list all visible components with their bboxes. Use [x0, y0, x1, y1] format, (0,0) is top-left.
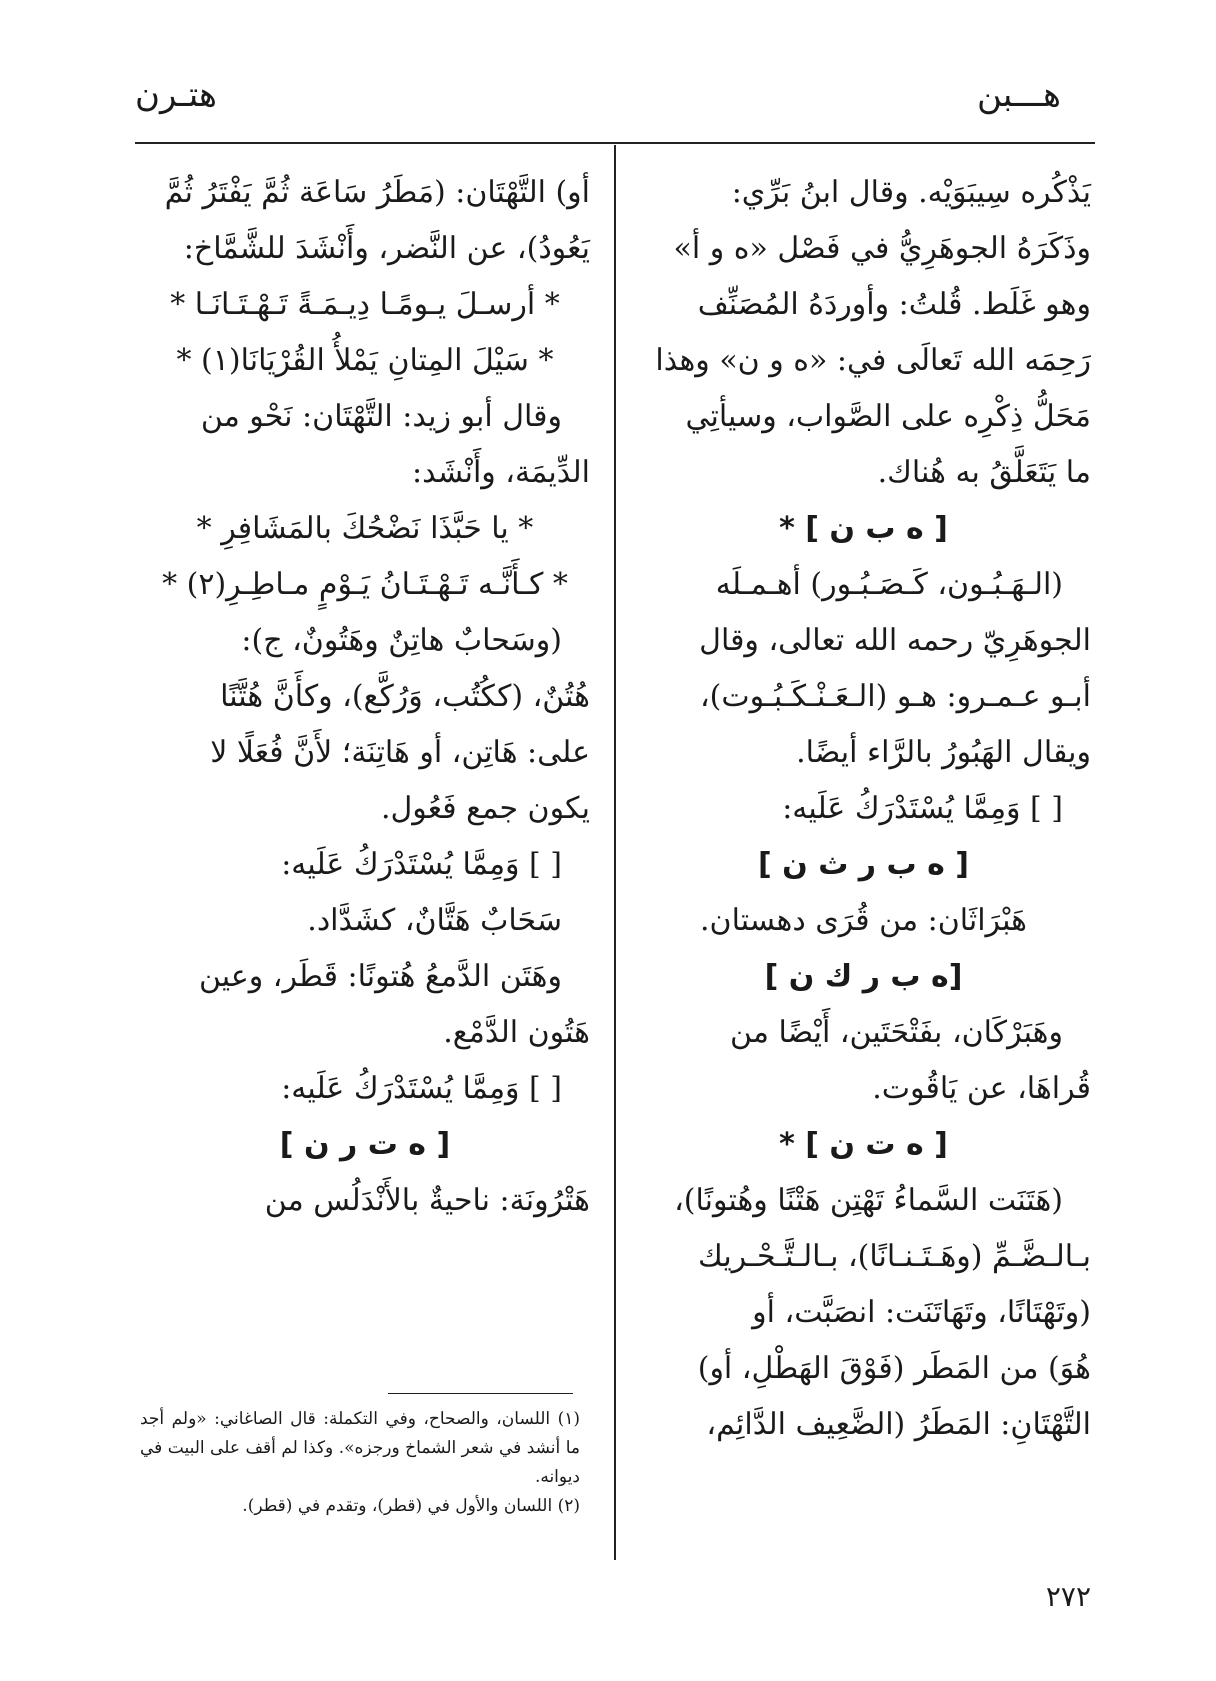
entry-heading: [ ه ت ن ] *: [779, 1127, 948, 1162]
text-line: (هَتَنَت السَّماءُ تَهْتِن هَتْنًا وهُتونًا)،: [674, 1183, 1063, 1218]
text-line: هُوَ) من المَطَر (فَوْقَ الهَطْلِ، أو): [697, 1351, 1091, 1386]
text-line: (وتَهْتَانًا، وتَهَاتَنَت: انصَبَّت، أو: [752, 1295, 1091, 1330]
text-line: قُراهَا، عن يَاقُوت.: [872, 1071, 1091, 1106]
footnote: (١) اللسان، والصحاح، وفي التكملة: قال الصاغاني: «ولم أجد ما أنشد في شعر الشماخ ورجزه». وكذا لم أقف على البيت في ديوانه.: [140, 1409, 580, 1487]
footnote-rule: [388, 1393, 573, 1394]
text-line: التَّهْتَانِ: المَطَرُ (الضَّعِيف الدَّائِم،: [706, 1407, 1091, 1442]
running-header-right: هـــبن: [977, 75, 1061, 115]
text-line: يَعُودُ)، عن النَّضر، وأَنْشَدَ للشَّمَّاخ:: [183, 231, 590, 266]
text-line: أبـو عـمـرو: هـو (الـعَـنْـكَـبُـوت)،: [699, 679, 1091, 714]
text-line: الجوهَرِيّ رحمه الله تعالى، وقال: [699, 623, 1091, 658]
page-number: ٢٧٢: [1045, 1580, 1091, 1613]
text-line: وقال أبو زيد: التَّهْتَان: نَحْو من: [200, 399, 562, 434]
text-line: وذَكَرَهُ الجوهَرِيُّ في فَصْل «ه و أ»: [673, 231, 1091, 266]
entry-heading: [ ه ت ر ن ]: [279, 1127, 451, 1162]
verse-line: * أرسـلَ يـومًـا دِيـمَـةً تَـهْـتَـانَـا *: [170, 287, 560, 322]
text-line: [ ] وَمِمَّا يُسْتَدْرَكُ عَلَيه:: [281, 847, 562, 882]
left-column: [140, 165, 590, 1229]
verse-line: * سَيْلَ المِتانِ يَمْلأُ القُرْيَانَا(١) *: [176, 343, 554, 378]
text-line: ويقال الهَبُورُ بالرَّاء أيضًا.: [796, 735, 1091, 770]
entry-heading: [ه ب ر ك ن ]: [764, 959, 963, 994]
footnotes: [140, 1405, 580, 1521]
text-line: هُتُنٌ، (ككُتُب، وَرُكَّع)، وكأَنَّ هُتَّنًا: [220, 679, 590, 714]
text-line: (الـهَـبُـون، كَـصَـبُـور) أهـمـلَه: [715, 567, 1063, 602]
entry-heading: [ ه ب ر ث ن ]: [758, 847, 969, 882]
text-line: يَذْكُره سِيبَوَيْه. وقال ابنُ بَرِّي:: [731, 175, 1091, 210]
entry-heading: [ ه ب ن ] *: [779, 511, 948, 546]
text-line: وهَتَن الدَّمعُ هُتونًا: قَطَر، وعين: [198, 959, 562, 994]
text-line: [ ] وَمِمَّا يُسْتَدْرَكُ عَلَيه:: [782, 791, 1063, 826]
text-line: سَحَابٌ هَتَّانٌ، كشَدَّاد.: [307, 903, 562, 938]
text-line: وهو غَلَط. قُلتُ: وأوردَهُ المُصَنِّف: [697, 287, 1091, 322]
text-line: هَبْرَاثَان: من قُرَى دهستان.: [700, 903, 1027, 938]
text-line: [ ] وَمِمَّا يُسْتَدْرَكُ عَلَيه:: [281, 1071, 562, 1106]
text-line: أو) التَّهْتَان: (مَطَرُ سَاعَة ثُمَّ يَفْتَرُ ثُمَّ: [164, 175, 590, 210]
text-line: مَحَلُّ ذِكْرِه على الصَّواب، وسيأتِي: [685, 399, 1091, 434]
text-line: هَتْرُونَة: ناحيةٌ بالأَنْدَلُس من: [264, 1183, 590, 1218]
running-header-left: هتـرن: [135, 75, 217, 115]
text-line: هَتُون الدَّمْع.: [443, 1015, 590, 1050]
header-rule: [135, 142, 1095, 144]
text-line: بـالـضَّـمِّ (وهَـتَـنـانًا)، بـالـتَّـحْـريك: [698, 1239, 1091, 1274]
text-line: الدِّيمَة، وأَنْشَد:: [411, 455, 590, 490]
right-column: [636, 165, 1091, 1453]
text-line: على: هَاتِن، أو هَاتِنَة؛ لأَنَّ فُعَلًا لا: [210, 735, 590, 770]
verse-line: * يا حَبَّذَا نَضْحُكَ بالمَشَافِرِ *: [196, 511, 534, 546]
text-line: وهَبَرْكَان، بفَتْحَتَين، أَيْضًا من: [730, 1015, 1063, 1050]
text-line: ما يَتَعَلَّقُ به هُناك.: [877, 455, 1091, 490]
text-line: (وسَحابٌ هاتِنٌ وهَتُونٌ، ج):: [241, 623, 562, 658]
footnote: (٢) اللسان والأول في (قطر)، وتقدم في (قطر).: [242, 1496, 580, 1516]
verse-line: * كـأَنَّـه تَـهْـتَـانُ يَـوْمٍ مـاطِـرِ(٢) *: [162, 567, 568, 602]
column-divider: [614, 145, 616, 1560]
text-line: يكون جمع فَعُول.: [380, 791, 590, 826]
text-line: رَحِمَه الله تَعالَى في: «ه و ن» وهذا: [655, 343, 1091, 378]
